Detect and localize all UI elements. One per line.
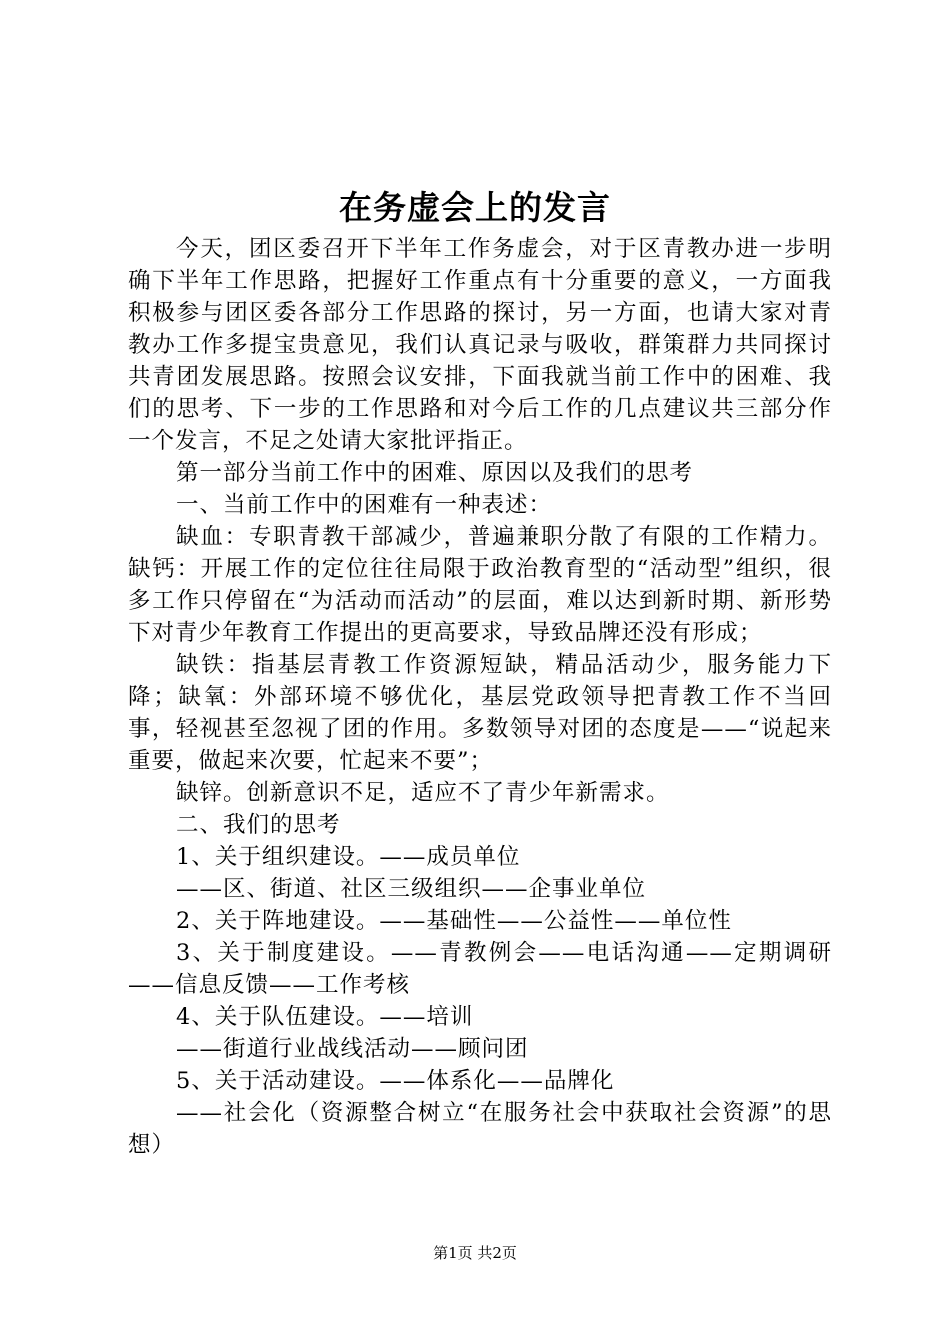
list-item-activity-building-cont: ——社会化（资源整合树立“在服务社会中获取社会资源”的思想） [128,1100,832,1158]
list-item-organization-cont: ——区、街道、社区三级组织——企事业单位 [176,876,647,902]
list-item-team-building: 4、关于队伍建设。——培训 [176,1004,474,1030]
subheading-our-thinking: 二、我们的思考 [176,812,341,838]
list-item-team-building-cont: ——街道行业战线活动——顾问团 [176,1036,529,1062]
document-title: 在务虚会上的发言 [339,188,611,227]
section-heading-part-one: 第一部分当前工作中的困难、原因以及我们的思考 [176,460,694,486]
list-item-activity-building: 5、关于活动建设。——体系化——品牌化 [176,1068,615,1094]
paragraph-lack-iron-oxygen: 缺铁：指基层青教工作资源短缺，精品活动少，服务能力下降；缺氧：外部环境不够优化，基层党政领导把青教工作不当回事，轻视甚至忽视了团的作用。多数领导对团的态度是——“说起来重要，做起来次要，忙起来不要”； [128,652,832,774]
page-footer: 第1页 共2页 [433,1244,517,1262]
paragraph-intro: 今天，团区委召开下半年工作务虚会，对于区青教办进一步明确下半年工作思路，把握好工作重点有十分重要的意义，一方面我积极参与团区委各部分工作思路的探讨，另一方面，也请大家对青教办工作多提宝贵意见，我们认真记录与吸收，群策群力共同探讨共青团发展思路。按照会议安排，下面我就当前工作中的困难、我们的思考、下一步的工作思路和对今后工作的几点建议共三部分作一个发言，不足之处请大家批评指正。 [128,236,832,454]
list-item-organization: 1、关于组织建设。——成员单位 [176,844,521,870]
document-body [128,233,832,1161]
paragraph-lack-zinc: 缺锌。创新意识不足，适应不了青少年新需求。 [176,780,670,806]
list-item-base-building: 2、关于阵地建设。——基础性——公益性——单位性 [176,908,732,934]
subheading-difficulties: 一、当前工作中的困难有一种表述： [176,492,553,518]
list-item-system-building: 3、关于制度建设。——青教例会——电话沟通——定期调研——信息反馈——工作考核 [128,940,832,998]
paragraph-lack-blood-calcium: 缺血：专职青教干部减少，普遍兼职分散了有限的工作精力。缺钙：开展工作的定位往往局限于政治教育型的“活动型”组织，很多工作只停留在“为活动而活动”的层面，难以达到新时期、新形势下对青少年教育工作提出的更高要求，导致品牌还没有形成； [128,524,832,646]
